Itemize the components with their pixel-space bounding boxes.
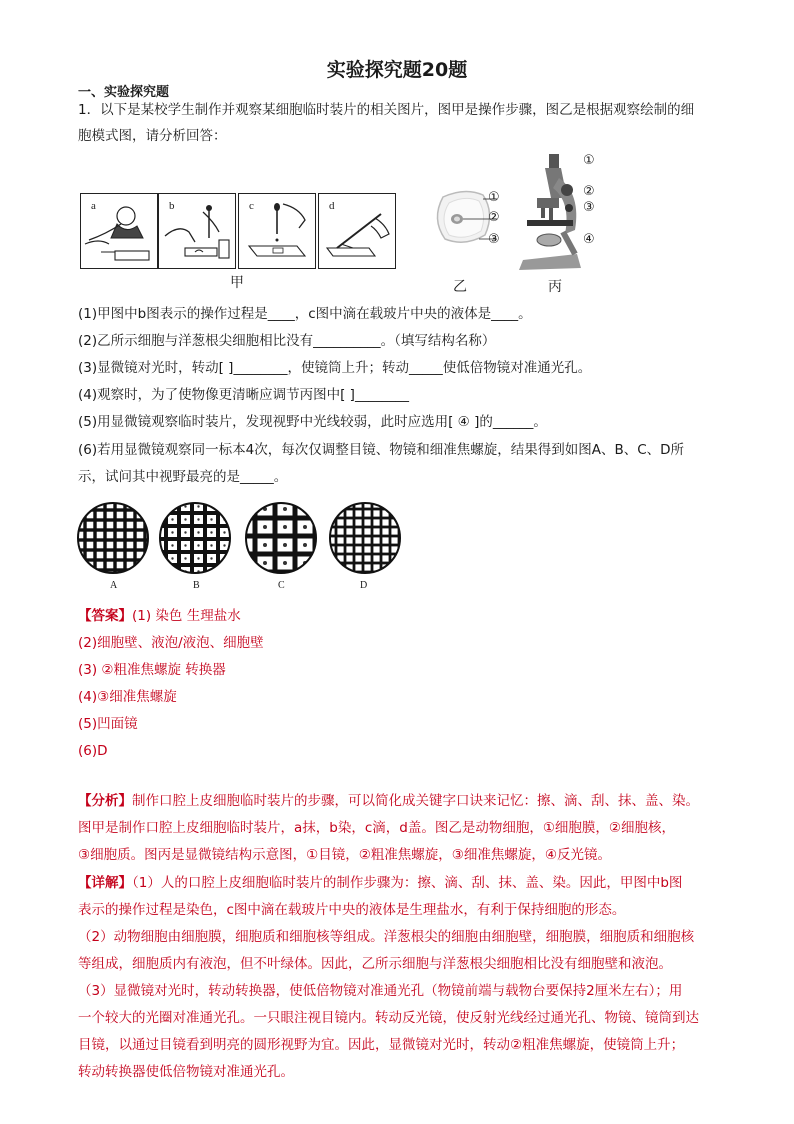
detail-line-5: （3）显微镜对光时，转动转换器，使低倍物镜对准通光孔（物镜前端与载物台要保持2厘米左右）；用 [78, 983, 683, 999]
answer-4: (4)③细准焦螺旋 [78, 689, 177, 705]
answer-3: (3) ②粗准焦螺旋 转换器 [78, 662, 226, 678]
question-3: (3)显微镜对光时，转动[ ]________，使镜筒上升；转动_____使低倍物镜对准通光孔。 [78, 360, 592, 376]
question-6-line-2: 示，试问其中视野最亮的是_____。 [78, 469, 288, 485]
analysis-line-3: ③细胞质。图丙是显微镜结构示意图，①目镜，②粗准焦螺旋，③细准焦螺旋，④反光镜。 [78, 847, 612, 863]
question-intro-line-1: 1．以下是某校学生制作并观察某细胞临时装片的相关图片，图甲是操作步骤，图乙是根据观察绘制的细 [78, 102, 695, 118]
figure-jia-caption: 甲 [230, 276, 244, 291]
answer-5: (5)凹面镜 [78, 716, 138, 732]
detail-line-1 [78, 873, 682, 893]
panel-label-d: d [329, 200, 335, 212]
panel-label-c: c [249, 200, 254, 212]
field-view-b [160, 503, 230, 573]
field-of-view-figures [75, 500, 405, 580]
figure-jia-panel-b [158, 193, 236, 269]
panel-label-a: a [91, 200, 96, 212]
detail-line-8: 转动转换器使低倍物镜对准通光孔。 [78, 1064, 294, 1080]
detail-line-4: 等组成，细胞质内有液泡，但不叶绿体。因此，乙所示细胞与洋葱根尖细胞相比没有细胞壁和液泡。 [78, 956, 672, 972]
figure-jia-panel-d [318, 193, 396, 269]
detail-line-2: 表示的操作过程是染色，c图中滴在载玻片中央的液体是生理盐水，有利于保持细胞的形态。 [78, 902, 626, 918]
field-view-a [78, 503, 148, 573]
figure-yi-cell-diagram [425, 183, 515, 253]
field-view-c [246, 503, 316, 573]
analysis-line-1-text: 制作口腔上皮细胞临时装片的步骤，可以简化成关键字口诀来记忆：擦、滴、刮、抹、盖、染。 [132, 793, 699, 809]
question-intro-line-2: 胞模式图，请分析回答： [78, 128, 227, 144]
figure-jia-panel-c [238, 193, 316, 269]
bing-label-1: ① [583, 153, 595, 168]
analysis-line-1 [78, 791, 699, 811]
figure-bing-caption: 丙 [548, 280, 562, 295]
answer-1-text: (1) 染色 生理盐水 [132, 608, 241, 624]
analysis-line-2: 图甲是制作口腔上皮细胞临时装片，a抹，b染，c滴，d盖。图乙是动物细胞，①细胞膜，②细胞核， [78, 820, 676, 836]
detail-tag: 【详解】 [78, 875, 132, 891]
question-4: (4)观察时，为了使物像更清晰应调节丙图中[ ]________ [78, 387, 409, 403]
bing-label-2: ② [583, 184, 595, 199]
bing-label-3: ③ [583, 200, 595, 215]
detail-line-6: 一个较大的光圈对准通光孔。一只眼注视目镜内。转动反光镜，使反射光线经过通光孔、物镜、镜筒到达 [78, 1010, 699, 1026]
figure-jia-panel-a [80, 193, 158, 269]
answer-6: (6)D [78, 743, 108, 759]
detail-line-1-text: （1）人的口腔上皮细胞临时装片的制作步骤为：擦、滴、刮、抹、盖、染。因此，甲图中b图 [132, 875, 683, 891]
answer-tag: 【答案】 [78, 608, 132, 624]
bing-label-4: ④ [583, 232, 595, 247]
detail-line-3: （2）动物细胞由细胞膜，细胞质和细胞核等组成。洋葱根尖的细胞由细胞壁，细胞膜，细胞质和细胞核 [78, 929, 695, 945]
yi-label-3: ③ [488, 232, 500, 247]
field-label-d: D [360, 580, 368, 591]
yi-label-2: ② [488, 210, 500, 225]
detail-line-7: 目镜，以通过目镜看到明亮的圆形视野为宜。因此，显微镜对光时，转动②粗准焦螺旋，使镜筒上升； [78, 1037, 685, 1053]
field-label-b: B [193, 580, 200, 591]
panel-label-b: b [169, 200, 175, 212]
page-title: 实验探究题20题 [326, 59, 468, 81]
question-6-line-1: (6)若用显微镜观察同一标本4次，每次仅调整目镜、物镜和细准焦螺旋，结果得到如图A、B、C、D所 [78, 442, 685, 458]
question-2: (2)乙所示细胞与洋葱根尖细胞相比没有__________。（填写结构名称） [78, 333, 496, 349]
field-label-a: A [110, 580, 118, 591]
field-view-d [330, 503, 400, 573]
yi-label-1: ① [488, 190, 500, 205]
question-1: (1)甲图中b图表示的操作过程是____，c图中滴在载玻片中央的液体是____。 [78, 306, 532, 322]
analysis-tag: 【分析】 [78, 793, 132, 809]
figure-yi-caption: 乙 [453, 280, 467, 295]
answer-2: (2)细胞壁、液泡/液泡、细胞壁 [78, 635, 264, 651]
section-heading: 一、实验探究题 [78, 85, 170, 100]
field-label-c: C [278, 580, 285, 591]
answer-1 [78, 606, 241, 626]
question-5: (5)用显微镜观察临时装片，发现视野中光线较弱，此时应选用[ ④ ]的______。 [78, 414, 547, 430]
